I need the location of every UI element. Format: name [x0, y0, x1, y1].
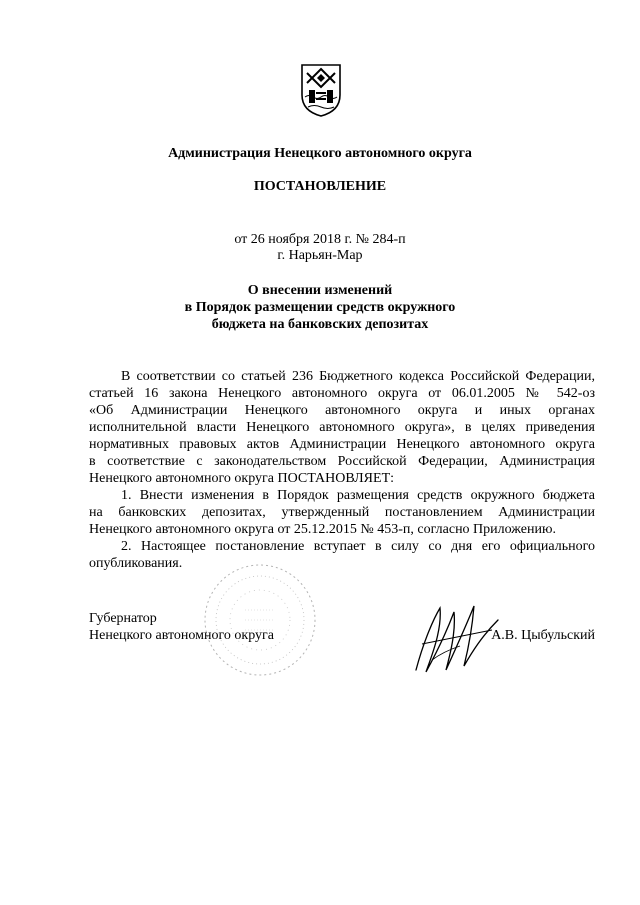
- document-type: ПОСТАНОВЛЕНИЕ: [253, 179, 387, 194]
- official-seal-icon: [200, 560, 320, 680]
- body-text-line: Ненецкого автономного округа от 25.12.2015 № 453-п, согласно Приложению.: [89, 522, 556, 537]
- body-text-line: статьей 16 закона Ненецкого автономного округа от 06.01.2005 № 542-оз: [89, 386, 595, 401]
- document-place: г. Нарьян-Мар: [277, 248, 363, 263]
- document-title-line: О внесении изменений: [247, 283, 393, 298]
- body-text-line: исполнительной власти Ненецкого автономного округа», в целях приведения: [89, 420, 595, 435]
- signer-position: Губернатор: [89, 611, 157, 626]
- body-text-line: «Об Администрации Ненецкого автономного округа и иных органах: [89, 403, 595, 418]
- coat-of-arms-icon: [299, 63, 343, 117]
- body-text-line: опубликования.: [89, 556, 183, 571]
- signer-name: А.В. Цыбульский: [491, 628, 595, 643]
- body-text-line: Ненецкого автономного округа ПОСТАНОВЛЯЕТ:: [89, 471, 395, 486]
- body-text-line: нормативных правовых актов Администрации Ненецкого автономного округа: [89, 437, 595, 452]
- organization-title: Администрация Ненецкого автономного округа: [168, 146, 472, 161]
- body-text-line: на банковских депозитах, утвержденный постановлением Администрации: [89, 505, 595, 520]
- body-text-line: В соответствии со статьей 236 Бюджетного кодекса Российской Федерации,: [121, 369, 595, 384]
- handwritten-signature-icon: [412, 600, 502, 678]
- document-title-line: в Порядок размещении средств окружного: [184, 300, 456, 315]
- body-text-line: 2. Настоящее постановление вступает в силу со дня его официального: [121, 539, 595, 554]
- document-date-number: от 26 ноября 2018 г. № 284-п: [234, 232, 406, 247]
- body-text-line: в соответствие с законодательством Российской Федерации, Администрация: [89, 454, 595, 469]
- document-title-line: бюджета на банковских депозитах: [211, 317, 429, 332]
- body-text-line: 1. Внести изменения в Порядок размещения средств окружного бюджета: [121, 488, 595, 503]
- signer-position: Ненецкого автономного округа: [89, 628, 274, 643]
